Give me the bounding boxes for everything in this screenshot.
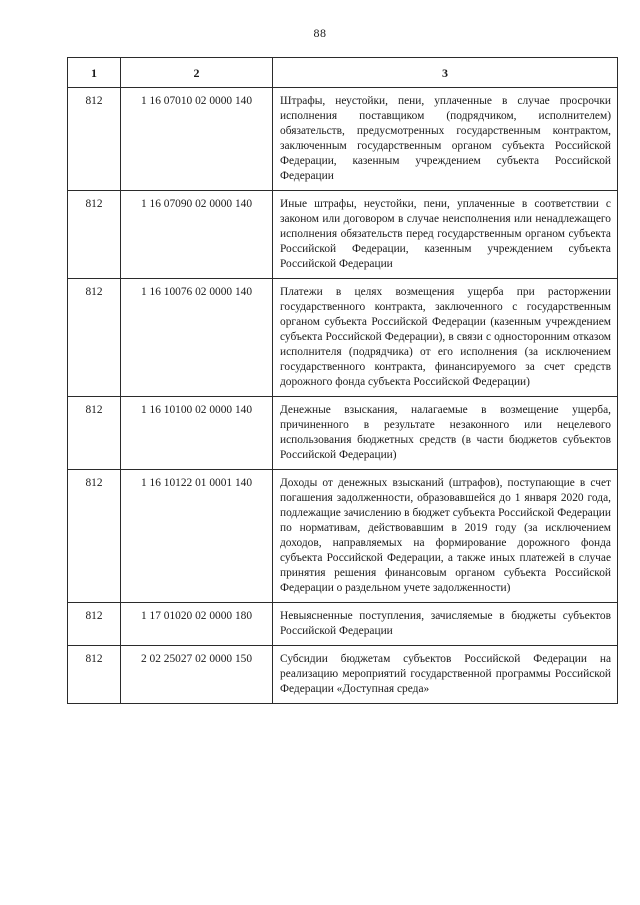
table-row <box>68 88 618 191</box>
admin-code-cell: 812 <box>68 279 121 397</box>
budget-code-cell: 2 02 25027 02 0000 150 <box>121 646 273 704</box>
admin-code-cell: 812 <box>68 397 121 470</box>
description-cell: Штрафы, неустойки, пени, уплаченные в случае просрочки исполнения поставщиком (подрядчиком, исполнителем) обязательств, предусмотренных государственным контрактом, заключенным государственным органом субъекта Российской Федерации, казенным учреждением субъекта Российской Федерации <box>273 88 618 191</box>
description-cell: Платежи в целях возмещения ущерба при расторжении государственного контракта, заключенного с государственным органом субъекта Российской Федерации (казенным учреждением субъекта Российской Федерации), в связи с односторонним отказом исполнителя (подрядчика) от его исполнения (за исключением государственного контракта, финансируемого за счет средств дорожного фонда субъекта Российской Федерации) <box>273 279 618 397</box>
admin-code-cell: 812 <box>68 191 121 279</box>
table-row <box>68 646 618 704</box>
admin-code-cell: 812 <box>68 88 121 191</box>
budget-code-cell: 1 16 10122 01 0001 140 <box>121 470 273 603</box>
budget-code-cell: 1 16 10076 02 0000 140 <box>121 279 273 397</box>
table-row <box>68 603 618 646</box>
table-row <box>68 397 618 470</box>
page-number: 88 <box>313 26 327 40</box>
table-header-row <box>68 58 618 88</box>
description-cell: Невыясненные поступления, зачисляемые в бюджеты субъектов Российской Федерации <box>273 603 618 646</box>
column-header-1: 1 <box>68 58 121 88</box>
description-cell: Иные штрафы, неустойки, пени, уплаченные в соответствии с законом или договором в случае неисполнения или ненадлежащего исполнения обязательств перед государственным органом субъекта Российской Федерации, казенным учреждением субъекта Российской Федерации <box>273 191 618 279</box>
budget-code-cell: 1 17 01020 02 0000 180 <box>121 603 273 646</box>
admin-code-cell: 812 <box>68 470 121 603</box>
description-cell: Денежные взыскания, налагаемые в возмещение ущерба, причиненного в результате незаконного или нецелевого использования бюджетных средств (в части бюджетов субъектов Российской Федерации) <box>273 397 618 470</box>
description-cell: Субсидии бюджетам субъектов Российской Федерации на реализацию мероприятий государственной программы Российской Федерации «Доступная среда» <box>273 646 618 704</box>
column-header-2: 2 <box>121 58 273 88</box>
description-cell: Доходы от денежных взысканий (штрафов), поступающие в счет погашения задолженности, образовавшейся до 1 января 2020 года, подлежащие зачислению в бюджет субъекта Российской Федерации по нормативам, действовавшим в 2019 году (за исключением доходов, направляемых на формирование дорожного фонда субъекта Российской Федерации, а также иных платежей в случае принятия решения финансовым органом субъекта Российской Федерации о раздельном учете задолженности) <box>273 470 618 603</box>
budget-code-cell: 1 16 07090 02 0000 140 <box>121 191 273 279</box>
budget-codes-table <box>67 57 618 704</box>
table-row <box>68 191 618 279</box>
table-row <box>68 279 618 397</box>
admin-code-cell: 812 <box>68 603 121 646</box>
column-header-3: 3 <box>273 58 618 88</box>
budget-code-cell: 1 16 10100 02 0000 140 <box>121 397 273 470</box>
table-row <box>68 470 618 603</box>
admin-code-cell: 812 <box>68 646 121 704</box>
budget-code-cell: 1 16 07010 02 0000 140 <box>121 88 273 191</box>
